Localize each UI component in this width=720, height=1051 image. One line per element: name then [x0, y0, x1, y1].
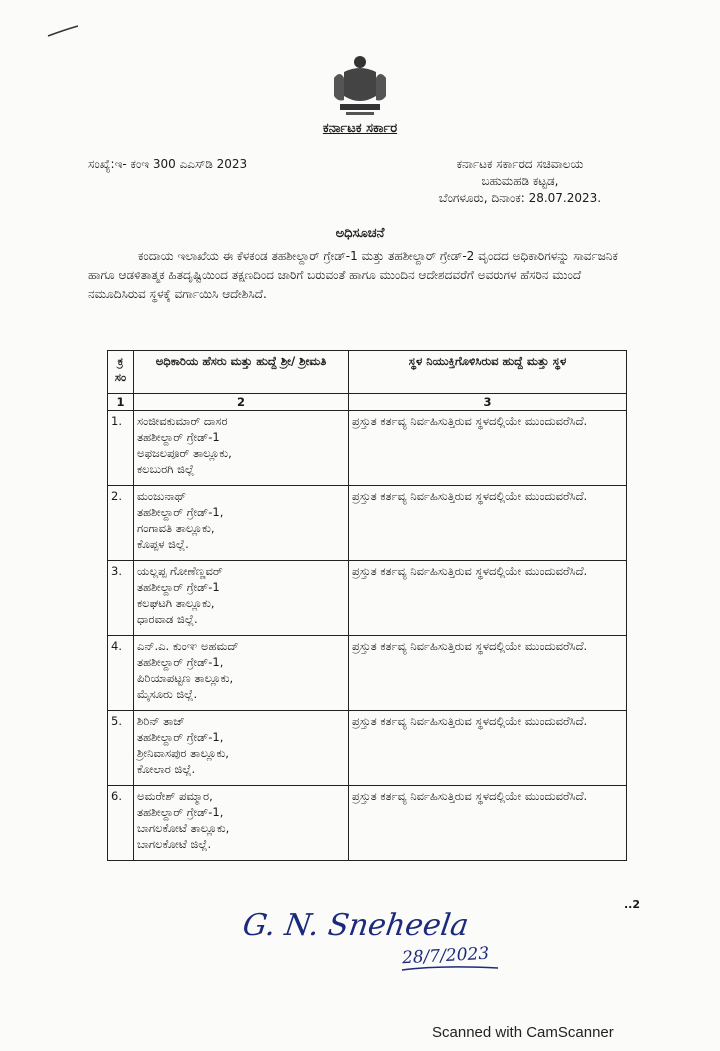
- officer-cell: ಮಂಜುನಾಥ್ ತಹಶೀಲ್ದಾರ್ ಗ್ರೇಡ್-1, ಗಂಗಾವತಿ ತಾಲ್ಲೂಕು, ಕೊಪ್ಪಳ ಜಿಲ್ಲೆ.: [134, 486, 349, 561]
- officer-cell: ಯಲ್ಲಪ್ಪ ಗೋಣೆಣ್ಣವರ್ ತಹಶೀಲ್ದಾರ್ ಗ್ರೇಡ್-1 ಕಲಘಟಗಿ ತಾಲ್ಲೂಕು, ಧಾರವಾಡ ಜಿಲ್ಲೆ.: [134, 561, 349, 636]
- serial-cell: 4.: [108, 636, 134, 711]
- serial-cell: 3.: [108, 561, 134, 636]
- table-row: [108, 711, 627, 786]
- officer-cell: ಅಮರೇಶ್ ಪಮ್ಮಾರ, ತಹಶೀಲ್ದಾರ್ ಗ್ರೇಡ್-1, ಬಾಗಲಕೋಟೆ ತಾಲ್ಲೂಕು, ಬಾಗಲಕೋಟೆ ಜಿಲ್ಲೆ.: [134, 786, 349, 861]
- column-number: 1: [108, 394, 134, 411]
- officer-cell: ಎನ್.ಎ. ಕುಂಞ ಅಹಮದ್ ತಹಶೀಲ್ದಾರ್ ಗ್ರೇಡ್-1, ಪಿರಿಯಾಪಟ್ಟಣ ತಾಲ್ಲೂಕು, ಮೈಸೂರು ಜಿಲ್ಲೆ.: [134, 636, 349, 711]
- government-heading: ಕರ್ನಾಟಕ ಸರ್ಕಾರ: [322, 121, 398, 136]
- serial-cell: 2.: [108, 486, 134, 561]
- page-marker: ..2: [624, 898, 641, 911]
- serial-cell: 6.: [108, 786, 134, 861]
- reference-number: ಸಂಖ್ಯೆ:ಇ- ಕಂಇ 300 ಎಎಸ್‌ಡಿ 2023: [88, 157, 248, 171]
- address-line: ಬಹುಮಹಡಿ ಕಟ್ಟಡ,: [481, 174, 559, 188]
- karnataka-emblem-icon: [330, 52, 390, 118]
- signature-underline: [400, 964, 500, 972]
- notification-title: ಅಧಿಸೂಚನೆ: [335, 226, 385, 241]
- column-number: 2: [134, 394, 349, 411]
- address-block: [420, 156, 620, 207]
- header-posting: ಸ್ಥಳ ನಿಯುಕ್ತಿಗೊಳಿಸಿರುವ ಹುದ್ದೆ ಮತ್ತು ಸ್ಥಳ: [349, 351, 627, 394]
- camscanner-watermark: Scanned with CamScanner: [432, 1024, 614, 1041]
- notification-body: ಕಂದಾಯ ಇಲಾಖೆಯ ಈ ಕೆಳಕಂಡ ತಹಶೀಲ್ದಾರ್ ಗ್ರೇಡ್-1 ಮತ್ತು ತಹಶೀಲ್ದಾರ್ ಗ್ರೇಡ್-2 ವೃಂದದ ಅಧಿಕಾರಿಗಳನ್ನು ಸಾರ್ವಜನಿಕ ಹಾಗೂ ಆಡಳಿತಾತ್ಮಕ ಹಿತದೃಷ್ಟಿಯಿಂದ ತಕ್ಷಣದಿಂದ ಜಾರಿಗೆ ಬರುವಂತೆ ಹಾಗೂ ಮುಂದಿನ ಆದೇಶದವರೆಗೆ ಅವರುಗಳ ಹೆಸರಿನ ಮುಂದೆ ನಮೂದಿಸಿರುವ ಸ್ಥಳಕ್ಕೆ ವರ್ಗಾಯಿಸಿ ಆದೇಶಿಸಿದೆ.: [88, 249, 618, 301]
- table-row: [108, 636, 627, 711]
- serial-cell: 1.: [108, 411, 134, 486]
- table-row: [108, 411, 627, 486]
- header-serial: ಕ್ರ ಸಂ: [108, 351, 134, 394]
- signature-name: G. N. Sneheela: [240, 908, 471, 943]
- address-line: ಕರ್ನಾಟಕ ಸರ್ಕಾರದ ಸಚಿವಾಲಯ: [456, 157, 584, 171]
- column-number: 3: [349, 394, 627, 411]
- header-officer: ಅಧಿಕಾರಿಯ ಹೆಸರು ಮತ್ತು ಹುದ್ದೆ ಶ್ರೀ/ ಶ್ರೀಮತಿ: [134, 351, 349, 394]
- officer-cell: ಶಿರಿನ್ ತಾಜ್ ತಹಶೀಲ್ದಾರ್ ಗ್ರೇಡ್-1, ಶ್ರೀನಿವಾಸಪುರ ತಾಲ್ಲೂಕು, ಕೋಲಾರ ಜಿಲ್ಲೆ.: [134, 711, 349, 786]
- table-row: [108, 486, 627, 561]
- posting-cell: ಪ್ರಸ್ತುತ ಕರ್ತವ್ಯ ನಿರ್ವಹಿಸುತ್ತಿರುವ ಸ್ಥಳದಲ್ಲಿಯೇ ಮುಂದುವರೆಸಿದೆ.: [349, 486, 627, 561]
- transfer-table: [107, 350, 627, 861]
- posting-cell: ಪ್ರಸ್ತುತ ಕರ್ತವ್ಯ ನಿರ್ವಹಿಸುತ್ತಿರುವ ಸ್ಥಳದಲ್ಲಿಯೇ ಮುಂದುವರೆಸಿದೆ.: [349, 561, 627, 636]
- posting-cell: ಪ್ರಸ್ತುತ ಕರ್ತವ್ಯ ನಿರ್ವಹಿಸುತ್ತಿರುವ ಸ್ಥಳದಲ್ಲಿಯೇ ಮುಂದುವರೆಸಿದೆ.: [349, 786, 627, 861]
- posting-cell: ಪ್ರಸ್ತುತ ಕರ್ತವ್ಯ ನಿರ್ವಹಿಸುತ್ತಿರುವ ಸ್ಥಳದಲ್ಲಿಯೇ ಮುಂದುವರೆಸಿದೆ.: [349, 411, 627, 486]
- pen-mark: [46, 24, 80, 38]
- signature-date: 28/7/2023: [401, 943, 490, 969]
- address-line: ಬೆಂಗಳೂರು, ದಿನಾಂಕ: 28.07.2023.: [438, 191, 602, 205]
- posting-cell: ಪ್ರಸ್ತುತ ಕರ್ತವ್ಯ ನಿರ್ವಹಿಸುತ್ತಿರುವ ಸ್ಥಳದಲ್ಲಿಯೇ ಮುಂದುವರೆಸಿದೆ.: [349, 636, 627, 711]
- posting-cell: ಪ್ರಸ್ತುತ ಕರ್ತವ್ಯ ನಿರ್ವಹಿಸುತ್ತಿರುವ ಸ್ಥಳದಲ್ಲಿಯೇ ಮುಂದುವರೆಸಿದೆ.: [349, 711, 627, 786]
- serial-cell: 5.: [108, 711, 134, 786]
- table-row: [108, 786, 627, 861]
- table-row: [108, 561, 627, 636]
- officer-cell: ಸಂಜೀವಕುಮಾರ್ ದಾಸರ ತಹಶೀಲ್ದಾರ್ ಗ್ರೇಡ್-1 ಅಫಜಲಪೂರ್ ತಾಲ್ಲೂಕು, ಕಲಬುರಗಿ ಜಿಲ್ಲೆ: [134, 411, 349, 486]
